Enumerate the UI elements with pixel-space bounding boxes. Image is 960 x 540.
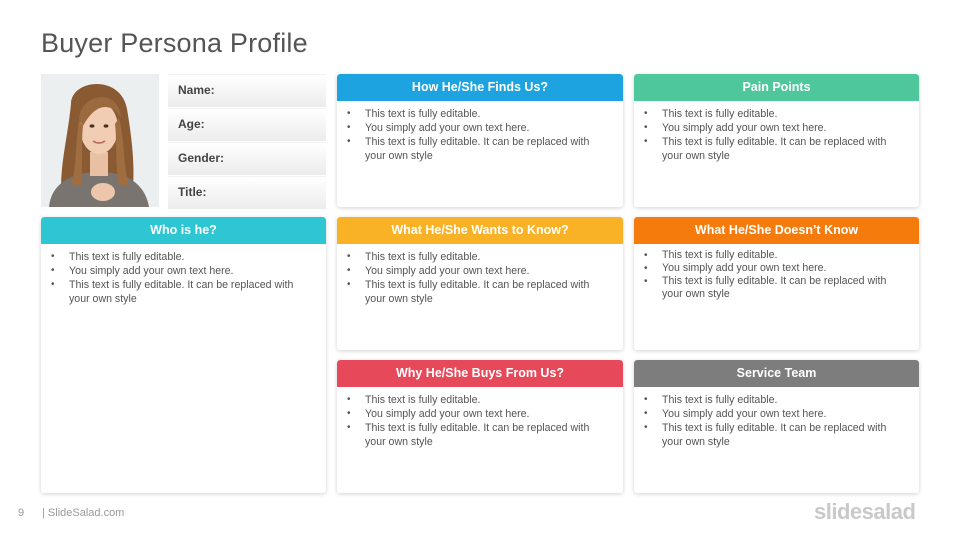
card-service-team-header: Service Team	[634, 360, 919, 387]
title-field[interactable]	[168, 176, 326, 209]
card-pain-points	[634, 74, 919, 207]
persona-photo	[41, 74, 159, 207]
gender-label: Gender:	[178, 151, 225, 165]
card-doesnt-know-list	[634, 244, 919, 301]
list-item: • You simply add your own text here.	[644, 407, 905, 421]
list-item: • You simply add your own text here.	[51, 264, 312, 278]
card-who-is-he-list	[41, 244, 326, 306]
list-item: • This text is fully editable. It can be replaced with your own style	[347, 278, 609, 306]
list-item: • You simply add your own text here.	[347, 264, 609, 278]
card-finds-us-header: How He/She Finds Us?	[337, 74, 623, 101]
list-item: • This text is fully editable. It can be replaced with your own style	[347, 421, 609, 449]
title-label: Title:	[178, 185, 207, 199]
list-item: • You simply add your own text here.	[644, 121, 905, 135]
age-label: Age:	[178, 117, 205, 131]
name-field[interactable]	[168, 74, 326, 107]
card-wants-to-know	[337, 217, 623, 350]
list-item: • This text is fully editable. It can be replaced with your own style	[347, 135, 609, 163]
list-item: • This text is fully editable.	[51, 250, 312, 264]
card-pain-points-header: Pain Points	[634, 74, 919, 101]
page-number: 9	[18, 507, 25, 519]
card-who-is-he-header: Who is he?	[41, 217, 326, 244]
list-item: • This text is fully editable. It can be replaced with your own style	[51, 278, 312, 306]
list-item: • This text is fully editable.	[347, 107, 609, 121]
list-item: • This text is fully editable. It can be replaced with your own style	[644, 275, 905, 301]
card-wants-to-know-header: What He/She Wants to Know?	[337, 217, 623, 244]
card-doesnt-know	[634, 217, 919, 350]
age-field[interactable]	[168, 108, 326, 141]
card-buys-from-us-header: Why He/She Buys From Us?	[337, 360, 623, 387]
card-buys-from-us	[337, 360, 623, 493]
list-item: • This text is fully editable.	[347, 250, 609, 264]
list-item: • You simply add your own text here.	[644, 262, 905, 275]
list-item: • You simply add your own text here.	[347, 407, 609, 421]
card-finds-us-list	[337, 101, 623, 163]
list-item: • This text is fully editable. It can be replaced with your own style	[644, 135, 905, 163]
list-item: • This text is fully editable.	[644, 393, 905, 407]
card-finds-us	[337, 74, 623, 207]
card-buys-from-us-list	[337, 387, 623, 449]
card-service-team-list	[634, 387, 919, 449]
list-item: • This text is fully editable.	[644, 107, 905, 121]
card-who-is-he	[41, 217, 326, 493]
card-pain-points-list	[634, 101, 919, 163]
card-doesnt-know-header: What He/She Doesn’t Know	[634, 217, 919, 244]
card-service-team	[634, 360, 919, 493]
list-item: • This text is fully editable.	[644, 249, 905, 262]
list-item: • This text is fully editable.	[347, 393, 609, 407]
brand-logo: slidesalad	[814, 499, 916, 524]
list-item: • You simply add your own text here.	[347, 121, 609, 135]
footer-site-link[interactable]: | SlideSalad.com	[42, 507, 125, 519]
slide-title: Buyer Persona Profile	[41, 28, 308, 58]
gender-field[interactable]	[168, 142, 326, 175]
name-label: Name:	[178, 83, 215, 97]
card-wants-to-know-list	[337, 244, 623, 306]
list-item: • This text is fully editable. It can be replaced with your own style	[644, 421, 905, 449]
